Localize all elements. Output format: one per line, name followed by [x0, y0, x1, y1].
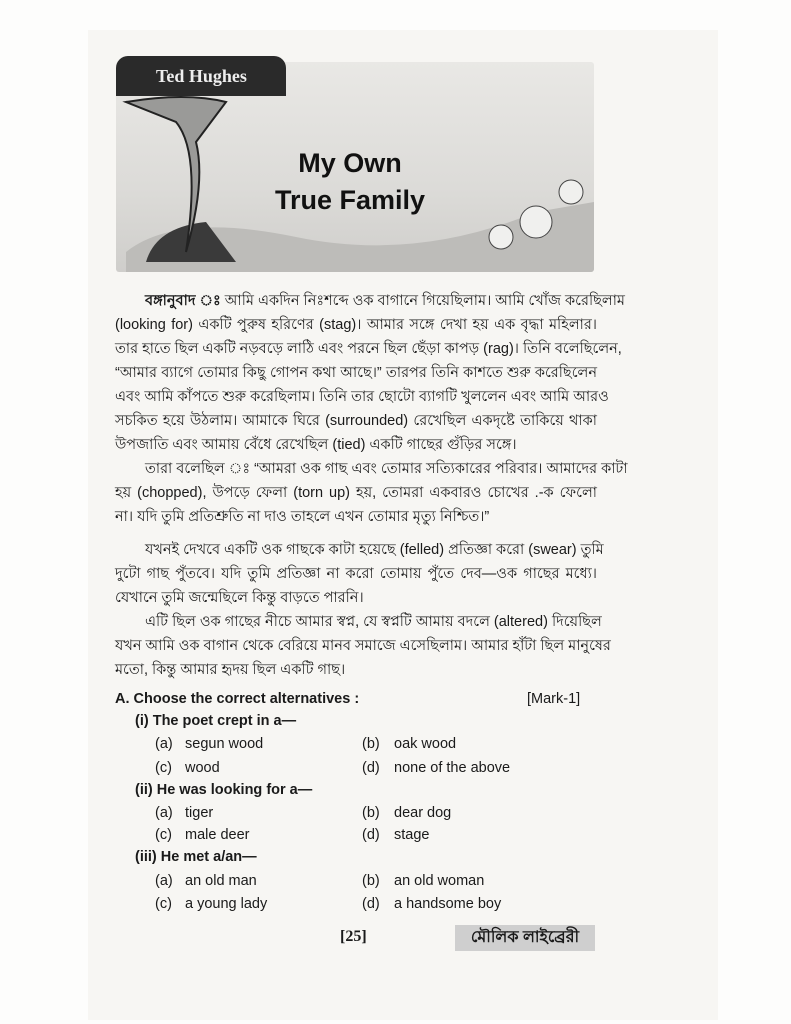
mark-label: [Mark-1] — [527, 691, 581, 707]
option-label: (a) — [155, 736, 173, 752]
option-label: (c) — [155, 896, 172, 912]
question: (i) The poet crept in a— — [135, 713, 297, 729]
text-line: মতো, কিন্তু আমার হৃদয় ছিল একটি গাছ। — [115, 662, 346, 678]
option-label: (c) — [155, 827, 172, 843]
option-label: (d) — [362, 760, 380, 776]
option-text: segun wood — [185, 736, 264, 752]
title-line-1: My Own — [298, 148, 402, 178]
exercise-heading: A. Choose the correct alternatives : — [115, 691, 360, 707]
text-line — [145, 291, 625, 311]
option-label: (a) — [155, 873, 173, 889]
option-label: (c) — [155, 760, 172, 776]
text-line: যখন আমি ওক বাগান থেকে বেরিয়ে মানব সমাজে এসেছিলাম। আমার হাঁটা ছিল মানুষের — [115, 638, 611, 654]
author-label: Ted Hughes — [116, 56, 286, 96]
option-label: (d) — [362, 827, 380, 843]
text-line: যেখানে তুমি জন্মেছিলে কিন্তু বাড়তে পারনি। — [115, 590, 364, 606]
option-text: a handsome boy — [394, 896, 502, 912]
option-label: (a) — [155, 805, 173, 821]
option-label: (b) — [362, 873, 380, 889]
option-label: (b) — [362, 736, 380, 752]
text-line: দুটো গাছ পুঁতবে। যদি তুমি প্রতিজ্ঞা না করো তোমায় পুঁতে দেব—ওক গাছের মধ্যে। — [115, 566, 597, 582]
text-span: আমি একদিন নিঃশব্দে ওক বাগানে গিয়েছিলাম। আমি খোঁজ করেছিলাম — [224, 293, 625, 309]
option-text: male deer — [185, 827, 250, 843]
option-label: (d) — [362, 896, 380, 912]
text-line: যখনই দেখবে একটি ওক গাছকে কাটা হয়েছে (felled) প্রতিজ্ঞা করো (swear) তুমি — [145, 542, 604, 558]
text-line: হয় (chopped), উপড়ে ফেলা (torn up) হয়, তোমরা একবারও চোখের .-ক ফেলো — [115, 485, 597, 501]
text-line: এটি ছিল ওক গাছের নীচে আমার স্বপ্ন, যে স্বপ্নটি আমায় বদলে (altered) দিয়েছিল — [145, 614, 602, 630]
text-line: তার হাতে ছিল একটি নড়বড়ে লাঠি এবং পরনে ছিল ছেঁড়া কাপড় (rag)। তিনি বলেছিলেন, — [115, 341, 622, 357]
text-line: না। যদি তুমি প্রতিশ্রুতি না দাও তাহলে এখন তোমার মৃত্যু নিশ্চিত।” — [115, 509, 490, 525]
question: (ii) He was looking for a— — [135, 782, 313, 798]
text-line: উপজাতি এবং আমায় বেঁধে রেখেছিল (tied) একটি গাছের গুঁড়ির সঙ্গে। — [115, 437, 517, 453]
option-text: dear dog — [394, 805, 452, 821]
text-line: (looking for) একটি পুরুষ হরিণের (stag)। আমার সঙ্গে দেখা হয় এক বৃদ্ধা মহিলার। — [115, 317, 597, 333]
publisher-label: মৌলিক লাইব্রেরী — [455, 925, 595, 951]
option-text: stage — [394, 827, 430, 843]
option-text: tiger — [185, 805, 214, 821]
option-text: oak wood — [394, 736, 457, 752]
option-text: none of the above — [394, 760, 511, 776]
poem-title — [230, 145, 470, 219]
option-text: an old woman — [394, 873, 485, 889]
title-line-2: True Family — [274, 185, 426, 215]
option-text: a young lady — [185, 896, 268, 912]
translation-label: বঙ্গানুবাদ ঃ — [145, 293, 221, 309]
option-text: wood — [185, 760, 220, 776]
question: (iii) He met a/an— — [135, 849, 257, 865]
page-number: [25] — [340, 928, 367, 945]
text-line: সচকিত হয়ে উঠলাম। আমাকে ঘিরে (surrounded) রেখেছিল একদৃষ্টে তাকিয়ে থাকা — [115, 413, 597, 429]
text-line: “আমার ব্যাগে তোমার কিছু গোপন কথা আছে।” তারপর তিনি কাশতে শুরু করেছিলেন — [115, 365, 597, 381]
text-line: তারা বলেছিল ঃ “আমরা ওক গাছ এবং তোমার সত্যিকারের পরিবার। আমাদের কাটা — [145, 461, 628, 477]
text-line: এবং আমি কাঁপতে শুরু করেছিলাম। তিনি তার ছোটো ব্যাগটি খুললেন এবং আমি আরও — [115, 389, 609, 405]
option-text: an old man — [185, 873, 257, 889]
option-label: (b) — [362, 805, 380, 821]
